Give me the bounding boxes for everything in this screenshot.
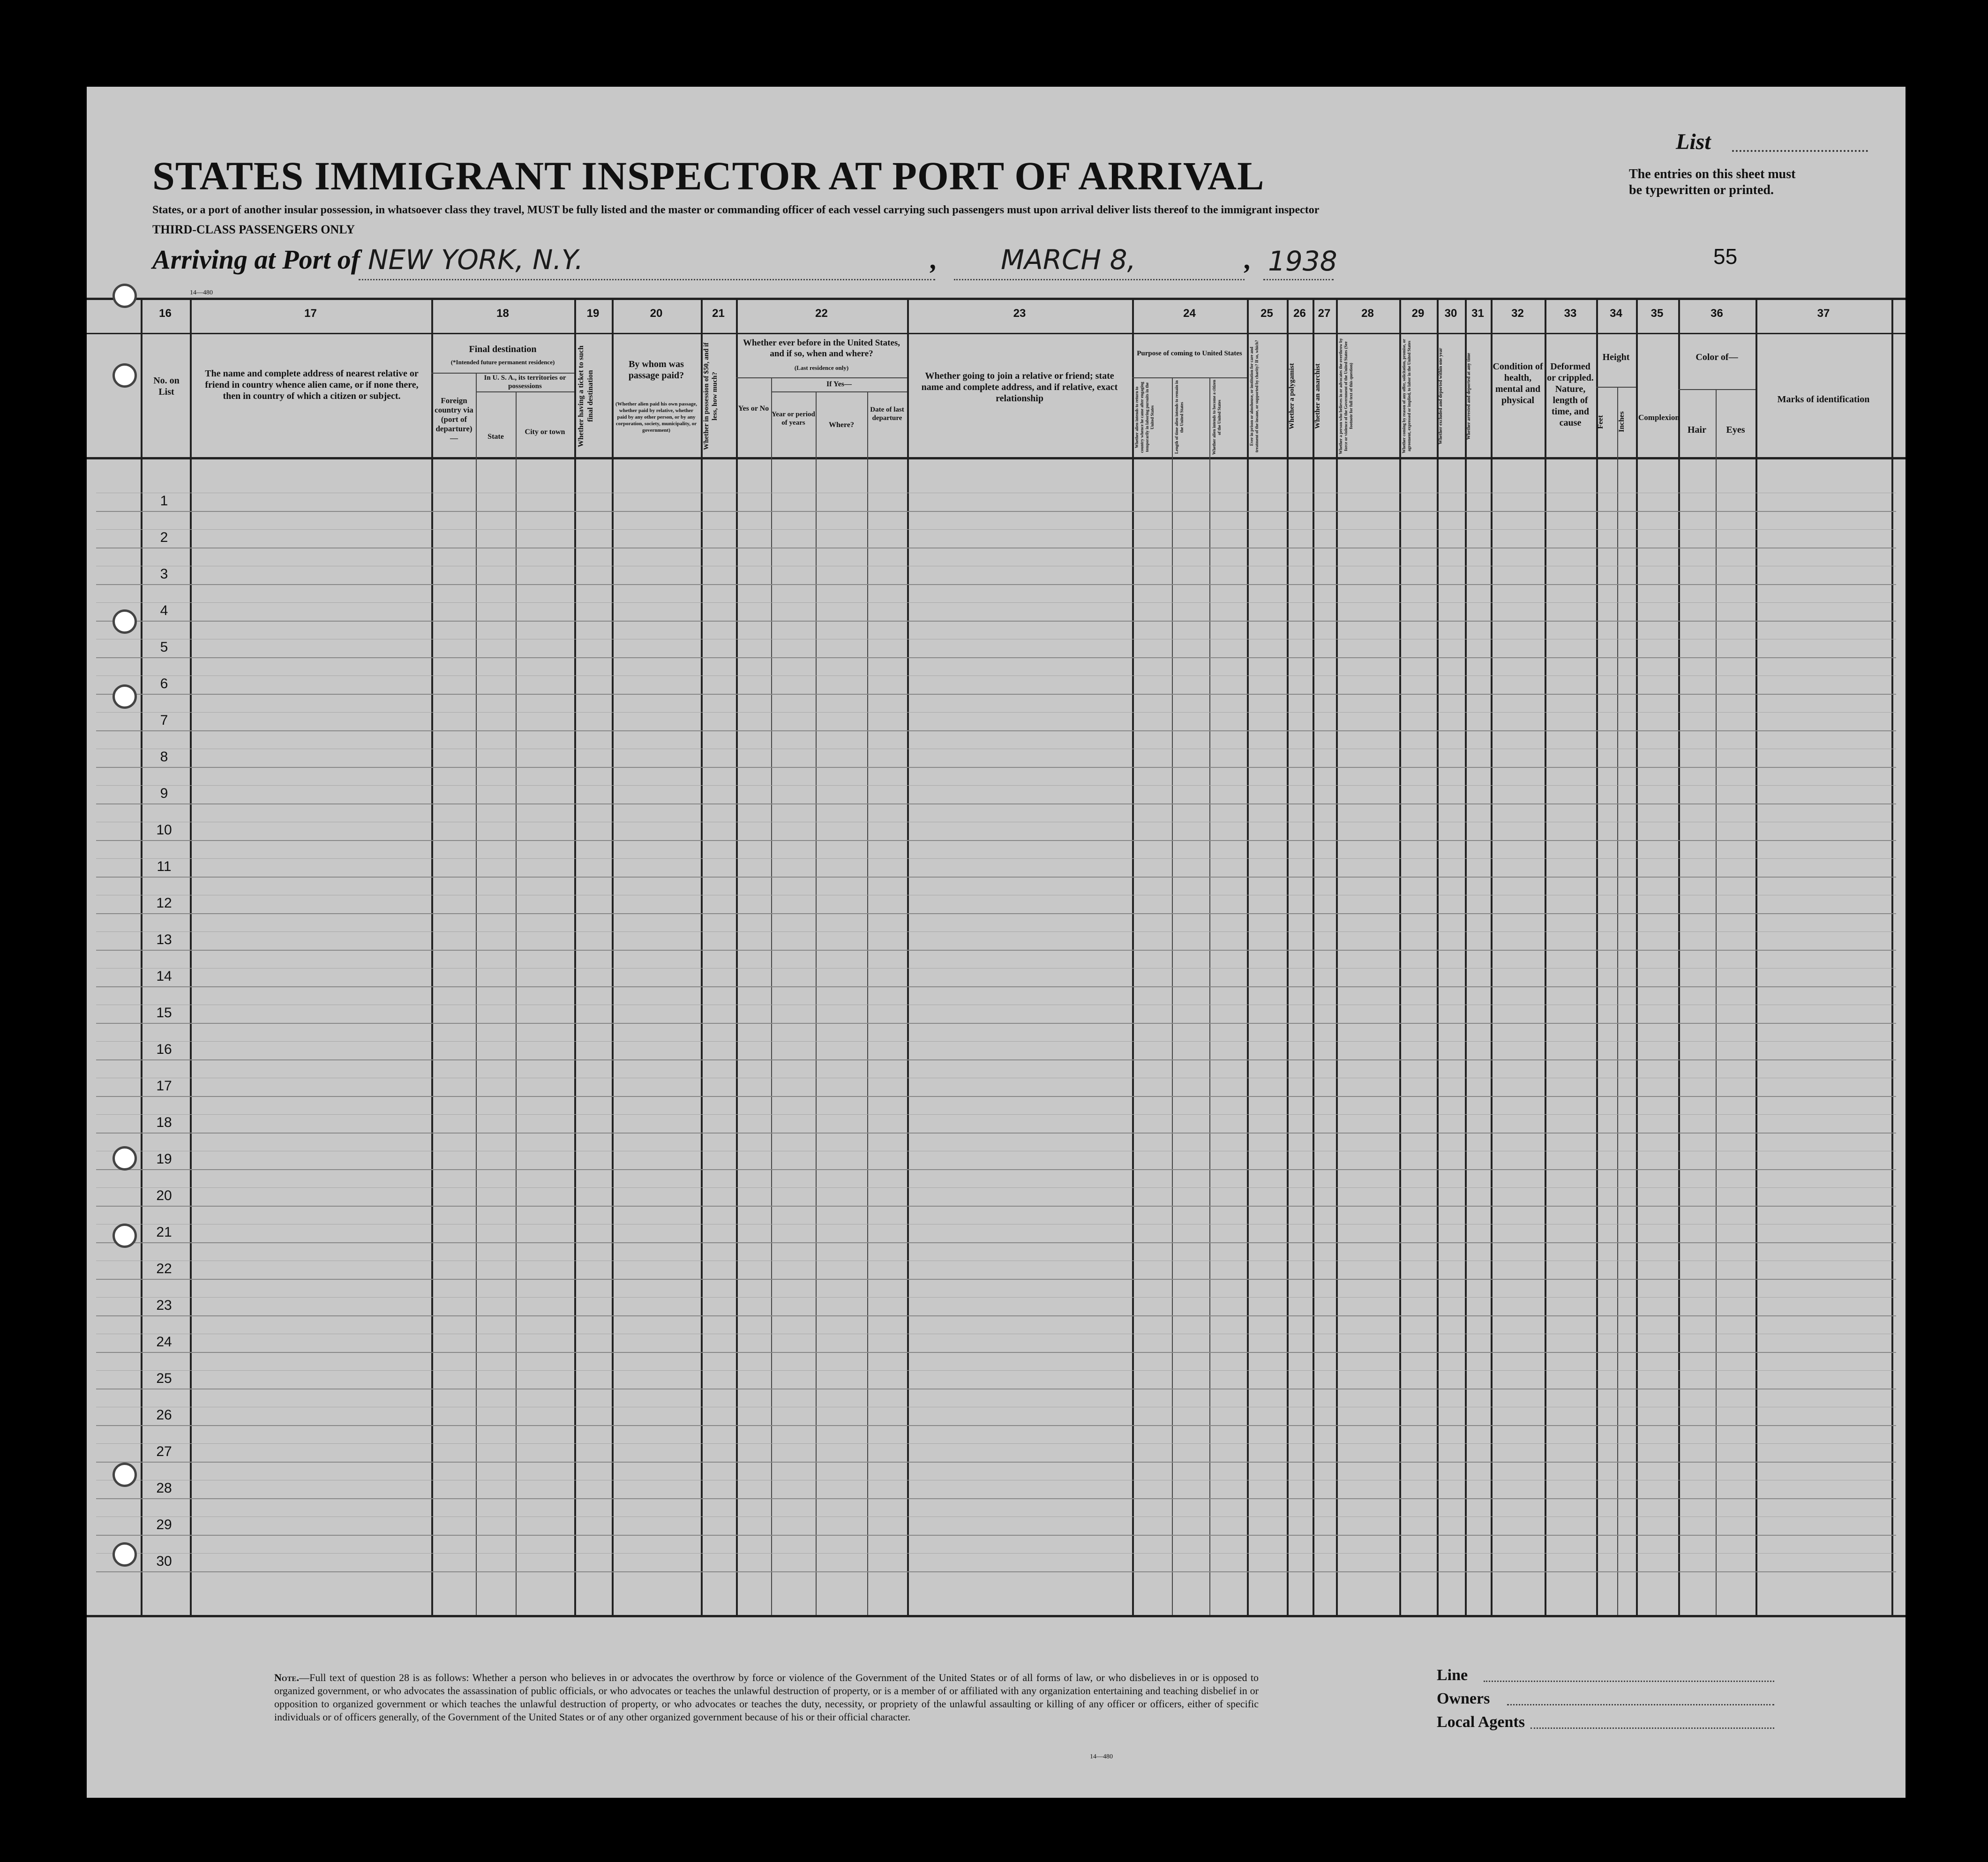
heading-q30: Whether excluded and deported within one year — [1438, 348, 1443, 444]
heading-by-whom-note: (Whether alien paid his own passage, whether paid by relative, whether paid by any other person, or by any corporation, society, municipality, or government) — [615, 401, 697, 433]
table-row — [96, 840, 1896, 841]
heading-height: Height — [1602, 352, 1630, 362]
punch-hole — [113, 1463, 137, 1487]
row-number: 25 — [156, 1371, 172, 1386]
column-number: 18 — [496, 307, 509, 320]
row-number: 4 — [160, 603, 168, 618]
heading-city-or-town: City or town — [525, 428, 565, 436]
header-rule-top — [87, 298, 1905, 300]
table-row — [96, 1206, 1896, 1207]
heading-by-whom: By whom was passage paid? — [628, 359, 684, 381]
table-row — [96, 621, 1896, 622]
heading-inches: Inches — [1618, 411, 1626, 433]
column-divider — [516, 391, 517, 1615]
agents-signature — [1530, 1727, 1774, 1729]
heading-q29: Whether coming by reason of any offer, solicitation, promise, or agreement, expressed or implied, to labor in the United States — [1402, 338, 1411, 454]
heading-hair: Hair — [1688, 425, 1706, 435]
line-label: Line — [1437, 1667, 1468, 1684]
column-divider — [1716, 389, 1717, 1615]
heading-deformed: Deformed or crippled. Nature, length of time, and cause — [1547, 361, 1594, 428]
column-number: 19 — [586, 307, 600, 320]
header-rule-bottom — [87, 457, 1905, 459]
column-divider — [1287, 298, 1289, 1615]
row-number: 18 — [156, 1115, 172, 1130]
heading-complexion: Complexion — [1638, 413, 1680, 422]
column-divider — [1465, 298, 1467, 1615]
heading-yes-or-no: Yes or No — [738, 405, 769, 413]
table-row — [96, 1571, 1896, 1572]
column-number: 21 — [712, 307, 725, 320]
row-number: 8 — [160, 749, 168, 765]
column-divider — [190, 298, 192, 1615]
column-divider — [476, 373, 477, 1615]
subheader-rule — [736, 377, 907, 378]
heading-foreign-country: Foreign country via (port of departure)— — [435, 396, 473, 443]
column-number: 23 — [1013, 307, 1026, 320]
row-number: 13 — [156, 932, 172, 947]
heading-ever-before: Whether ever before in the United States, and if so, when and where? — [743, 338, 900, 359]
column-number: 35 — [1650, 307, 1664, 320]
row-number: 22 — [156, 1261, 172, 1276]
heading-name-address: The name and complete address of nearest relative or friend in country whence alien came, or if none there, then in country of which a citizen or subject. — [205, 368, 419, 401]
column-divider — [1678, 298, 1680, 1615]
page-number: 55 — [1713, 244, 1738, 269]
table-row-guide — [96, 968, 1896, 969]
column-divider — [1399, 298, 1401, 1615]
local-agents-label: Local Agents — [1437, 1713, 1525, 1731]
heading-feet: Feet — [1597, 415, 1605, 429]
heading-ever-before-note: (Last residence only) — [794, 364, 849, 371]
column-divider — [771, 377, 772, 1615]
header-rule-numbers — [87, 333, 1905, 334]
column-divider — [574, 298, 576, 1615]
row-number: 12 — [156, 895, 172, 911]
heading-polygamist: Whether a polygamist — [1288, 363, 1296, 429]
row-number: 23 — [156, 1298, 172, 1313]
table-row-guide — [96, 1297, 1896, 1298]
punch-hole — [113, 1542, 137, 1567]
column-divider — [1172, 377, 1173, 1615]
column-divider — [431, 298, 433, 1615]
heading-eyes: Eyes — [1726, 425, 1745, 435]
manifest-sheet — [87, 87, 1905, 1798]
table-row — [96, 1023, 1896, 1024]
column-divider — [1336, 298, 1338, 1615]
table-row — [96, 1535, 1896, 1536]
column-number: 29 — [1411, 307, 1425, 320]
column-divider — [1247, 298, 1249, 1615]
column-number: 31 — [1471, 307, 1484, 320]
heading-purpose-return: Whether alien intends to return to country whence he came after engaging temporarily in laboring pursuits in the United States — [1134, 382, 1155, 453]
column-divider — [1636, 298, 1638, 1615]
row-number: 2 — [160, 530, 168, 545]
separator-comma: , — [930, 244, 938, 275]
subheader-rule — [1678, 389, 1755, 390]
row-number: 19 — [156, 1151, 172, 1167]
heading-where: Where? — [829, 421, 854, 429]
table-row-guide — [96, 529, 1896, 530]
table-row-guide — [96, 1443, 1896, 1444]
subtitle-instruction: States, or a port of another insular possession, in whatsoever class they travel, MUST be fully listed and the master or commanding officer of each vessel carrying such passengers must upon arrival deliver lists thereof to the immigrant inspector — [152, 204, 1320, 216]
owners-label: Owners — [1437, 1690, 1490, 1707]
table-row-guide — [96, 1553, 1896, 1554]
table-row-guide — [96, 602, 1896, 603]
separator-comma: , — [1245, 244, 1252, 275]
row-number: 7 — [160, 713, 168, 728]
column-divider — [612, 298, 614, 1615]
heading-no-on-list: No. on List — [153, 375, 180, 397]
row-number: 24 — [156, 1334, 172, 1350]
table-row-guide — [96, 858, 1896, 859]
row-number: 28 — [156, 1480, 172, 1496]
row-number: 3 — [160, 566, 168, 582]
owners-signature — [1507, 1704, 1774, 1705]
punch-hole — [113, 284, 137, 308]
heading-final-destination: Final destination — [469, 344, 537, 354]
punch-hole — [113, 1224, 137, 1248]
row-number: 14 — [156, 969, 172, 984]
row-number: 30 — [156, 1554, 172, 1569]
heading-in-usa: In U. S. A., its territories or possessions — [484, 374, 566, 390]
date-line — [954, 279, 1245, 280]
form-number: 14—480 — [1090, 1753, 1113, 1760]
column-number: 30 — [1444, 307, 1457, 320]
year-line — [1263, 279, 1334, 280]
heading-purpose-citizen: Whether alien intends to become a citizen of the United States — [1212, 380, 1222, 455]
row-number: 9 — [160, 786, 168, 801]
column-number: 25 — [1260, 307, 1273, 320]
row-number: 21 — [156, 1224, 172, 1240]
passenger-class: THIRD-CLASS PASSENGERS ONLY — [152, 223, 355, 236]
table-row-guide — [96, 931, 1896, 932]
list-number-line — [1732, 150, 1868, 152]
table-row-guide — [96, 1370, 1896, 1371]
column-divider — [1437, 298, 1439, 1615]
heading-fifty: Whether in possession of $50, and if less, how much? — [703, 342, 719, 450]
column-number: 17 — [304, 307, 317, 320]
column-number: 36 — [1710, 307, 1723, 320]
table-row — [96, 986, 1896, 987]
heading-color-of: Color of— — [1695, 352, 1738, 362]
table-row-guide — [96, 1187, 1896, 1188]
subheader-rule — [771, 391, 907, 392]
punch-hole — [113, 684, 137, 709]
note-text: —Full text of question 28 is as follows: Whether a person who believes in or advocates the overthrow by force or violence of the Government of the United States or of all forms of law, or who disbelieves in or is opposed to organized government, or who advocates the assassination of public officials, or who advocates or teaches the unlawful destruction of property, or is a member of or affiliated with any organization entertaining and teaching disbelief in or opposition to organized government or which teaches the unlawful destruction of property, or who advocates or teaches the duty, necessity, or propriety of the unlawful assaulting or killing of any officer or officers, either of specific individuals or of officers generally, of the Government of the United States or of any other organized government because of his or their official character. — [274, 1672, 1259, 1723]
column-divider — [736, 298, 738, 1615]
page-title: STATES IMMIGRANT INSPECTOR AT PORT OF ARRIVAL — [152, 153, 1265, 198]
column-number: 27 — [1318, 307, 1331, 320]
row-number: 26 — [156, 1407, 172, 1423]
row-number: 29 — [156, 1517, 172, 1532]
arriving-label: Arriving at Port of — [152, 244, 360, 275]
heading-purpose-length: Length of time alien intends to remain in the United States — [1174, 380, 1184, 454]
table-row-guide — [96, 1114, 1896, 1115]
table-row-guide — [96, 712, 1896, 713]
column-number: 28 — [1361, 307, 1374, 320]
table-row — [96, 657, 1896, 658]
column-number: 26 — [1293, 307, 1306, 320]
table-row — [96, 1096, 1896, 1097]
year-value: 1938 — [1268, 245, 1337, 277]
table-row-guide — [96, 785, 1896, 786]
heading-anarchist: Whether an anarchist — [1314, 363, 1321, 429]
table-row — [96, 1169, 1896, 1170]
table-row — [96, 767, 1896, 768]
column-divider — [1755, 298, 1757, 1615]
table-row — [96, 1425, 1896, 1426]
table-row — [96, 1352, 1896, 1353]
row-number: 11 — [157, 859, 172, 874]
column-divider — [907, 298, 909, 1615]
column-number: 22 — [815, 307, 828, 320]
heading-join-relative: Whether going to join a relative or friend; state name and complete address, and if relative, exact relationship — [921, 371, 1118, 404]
table-row — [96, 730, 1896, 731]
subheader-rule — [476, 391, 574, 392]
column-divider — [816, 391, 817, 1615]
heading-purpose: Purpose of coming to United States — [1137, 350, 1242, 357]
heading-date-last-departure: Date of last departure — [870, 406, 904, 422]
footnote-q28 — [274, 1671, 1259, 1724]
form-number-top: 14—480 — [190, 289, 213, 296]
port-value: NEW YORK, N.Y. — [368, 244, 584, 276]
note-label: Note. — [274, 1672, 300, 1683]
subheader-rule — [1596, 387, 1636, 388]
row-number: 20 — [156, 1188, 172, 1203]
subheader-rule — [1132, 377, 1247, 378]
port-line — [359, 279, 935, 280]
column-number: 37 — [1817, 307, 1830, 320]
table-row — [96, 1133, 1896, 1134]
table-row — [96, 803, 1896, 804]
column-divider — [1132, 298, 1134, 1615]
table-row — [96, 877, 1896, 878]
typed-instruction: The entries on this sheet must be typewritten or printed. — [1629, 167, 1796, 197]
column-divider — [701, 298, 703, 1615]
punch-hole — [113, 609, 137, 634]
column-divider — [1209, 377, 1210, 1615]
row-number: 6 — [160, 676, 168, 691]
heading-marks: Marks of identification — [1777, 394, 1870, 405]
column-divider — [1596, 298, 1598, 1615]
table-row — [96, 1498, 1896, 1499]
heading-prison: Ever in prison or almshouse, or institution for care and treatment of the insane, or supported by charity? If so, which? — [1249, 340, 1259, 452]
column-divider — [1313, 298, 1314, 1615]
table-row — [96, 1279, 1896, 1280]
table-row — [96, 1059, 1896, 1060]
row-number: 1 — [160, 493, 168, 509]
heading-year-period: Year or period of years — [772, 411, 815, 427]
row-number: 17 — [156, 1078, 172, 1094]
table-row — [96, 1315, 1896, 1316]
column-number: 33 — [1564, 307, 1577, 320]
heading-if-yes: If Yes— — [826, 380, 852, 388]
column-number: 20 — [650, 307, 663, 320]
column-divider — [1617, 387, 1618, 1615]
column-number: 24 — [1183, 307, 1196, 320]
punch-hole — [113, 363, 137, 388]
punch-hole — [113, 1146, 137, 1171]
list-label: List — [1676, 129, 1711, 154]
table-row — [96, 913, 1896, 914]
table-row — [96, 694, 1896, 695]
heading-q31: Whether arrested and deported at any time — [1466, 353, 1471, 440]
table-row-guide — [96, 1041, 1896, 1042]
table-row — [96, 950, 1896, 951]
heading-ticket: Whether having a ticket to such final destination — [577, 345, 594, 447]
heading-q28: Whether a person who believes in or advocates the overthrow by force or violence of the Government of the United States (See footnote for full text of this question) — [1338, 338, 1353, 454]
column-divider — [1491, 298, 1493, 1615]
column-number: 16 — [159, 307, 172, 320]
table-row — [96, 1242, 1896, 1243]
table-row — [96, 584, 1896, 585]
line-signature — [1484, 1681, 1774, 1682]
row-number: 5 — [160, 639, 168, 655]
row-number: 15 — [156, 1005, 172, 1021]
column-divider — [1891, 298, 1893, 1615]
column-divider — [867, 391, 868, 1615]
column-number: 32 — [1511, 307, 1524, 320]
date-value: MARCH 8, — [1001, 244, 1136, 276]
heading-health: Condition of health, mental and physical — [1493, 361, 1543, 405]
table-row — [96, 1462, 1896, 1463]
row-number: 27 — [156, 1444, 172, 1459]
heading-state: State — [488, 433, 504, 441]
column-divider — [1545, 298, 1546, 1615]
column-divider — [141, 298, 143, 1615]
table-row — [96, 511, 1896, 512]
row-number: 16 — [156, 1042, 172, 1057]
heading-final-destination-note: (*Intended future permanent residence) — [450, 359, 555, 366]
row-number: 10 — [156, 822, 172, 838]
column-number: 34 — [1610, 307, 1622, 320]
table-rule-bottom — [87, 1615, 1905, 1617]
